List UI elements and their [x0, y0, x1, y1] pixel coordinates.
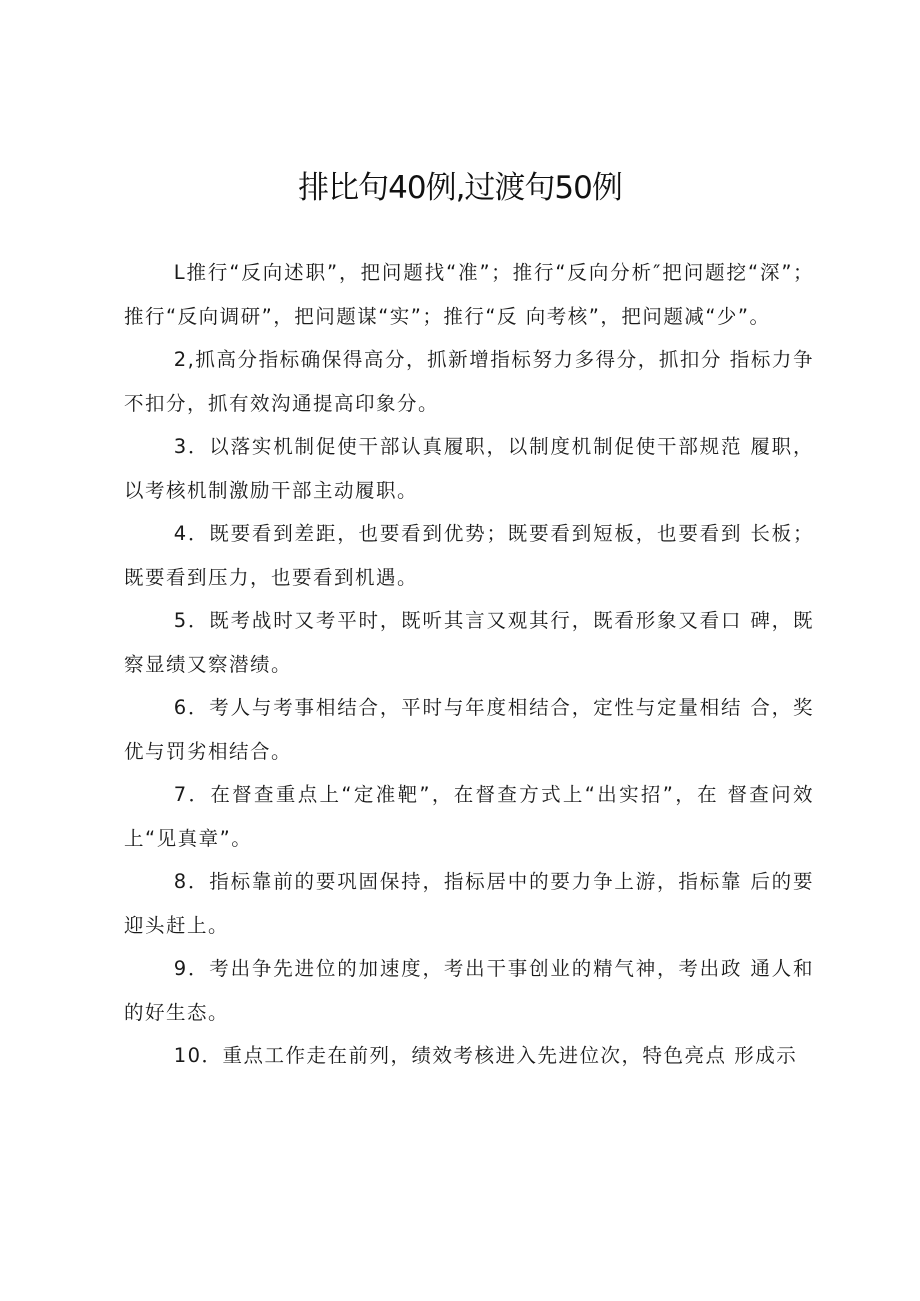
paragraph-8: 8．指标靠前的要巩固保持，指标居中的要力争上游，指标靠 后的要迎头赶上。	[124, 870, 814, 937]
paragraph-2: 2,抓高分指标确保得高分，抓新增指标努力多得分，抓扣分 指标力争不扣分，抓有效沟通提高印象分。	[124, 348, 814, 415]
paragraph-3: 3．以落实机制促使干部认真履职，以制度机制促使干部规范 履职，以考核机制激励干部主动履职。	[124, 435, 814, 502]
paragraph-1: L推行“反向述职”，把问题找“准”；推行“反向分析″把问题挖“深”；推行“反向调研”，把问题谋“实”；推行“反 向考核”，把问题减“少”。	[124, 261, 814, 328]
paragraph-10: 10．重点工作走在前列，绩效考核进入先进位次，特色亮点 形成示	[173, 1044, 798, 1067]
paragraph-4: 4．既要看到差距，也要看到优势；既要看到短板，也要看到 长板；既要看到压力，也要看到机遇。	[124, 522, 814, 589]
paragraph-9: 9．考出争先进位的加速度，考出干事创业的精气神，考出政 通人和的好生态。	[124, 957, 814, 1024]
paragraph-5: 5．既考战时又考平时，既听其言又观其行，既看形象又看口 碑，既察显绩又察潜绩。	[124, 609, 814, 676]
document-body	[124, 251, 814, 1078]
paragraph-6: 6．考人与考事相结合，平时与年度相结合，定性与定量相结 合，奖优与罚劣相结合。	[124, 696, 814, 763]
paragraph-7: 7．在督查重点上“定准靶”，在督查方式上“出实招”，在 督查问效上“见真章”。	[124, 783, 814, 850]
page-title: 排比句40例,过渡句50例	[298, 170, 622, 206]
